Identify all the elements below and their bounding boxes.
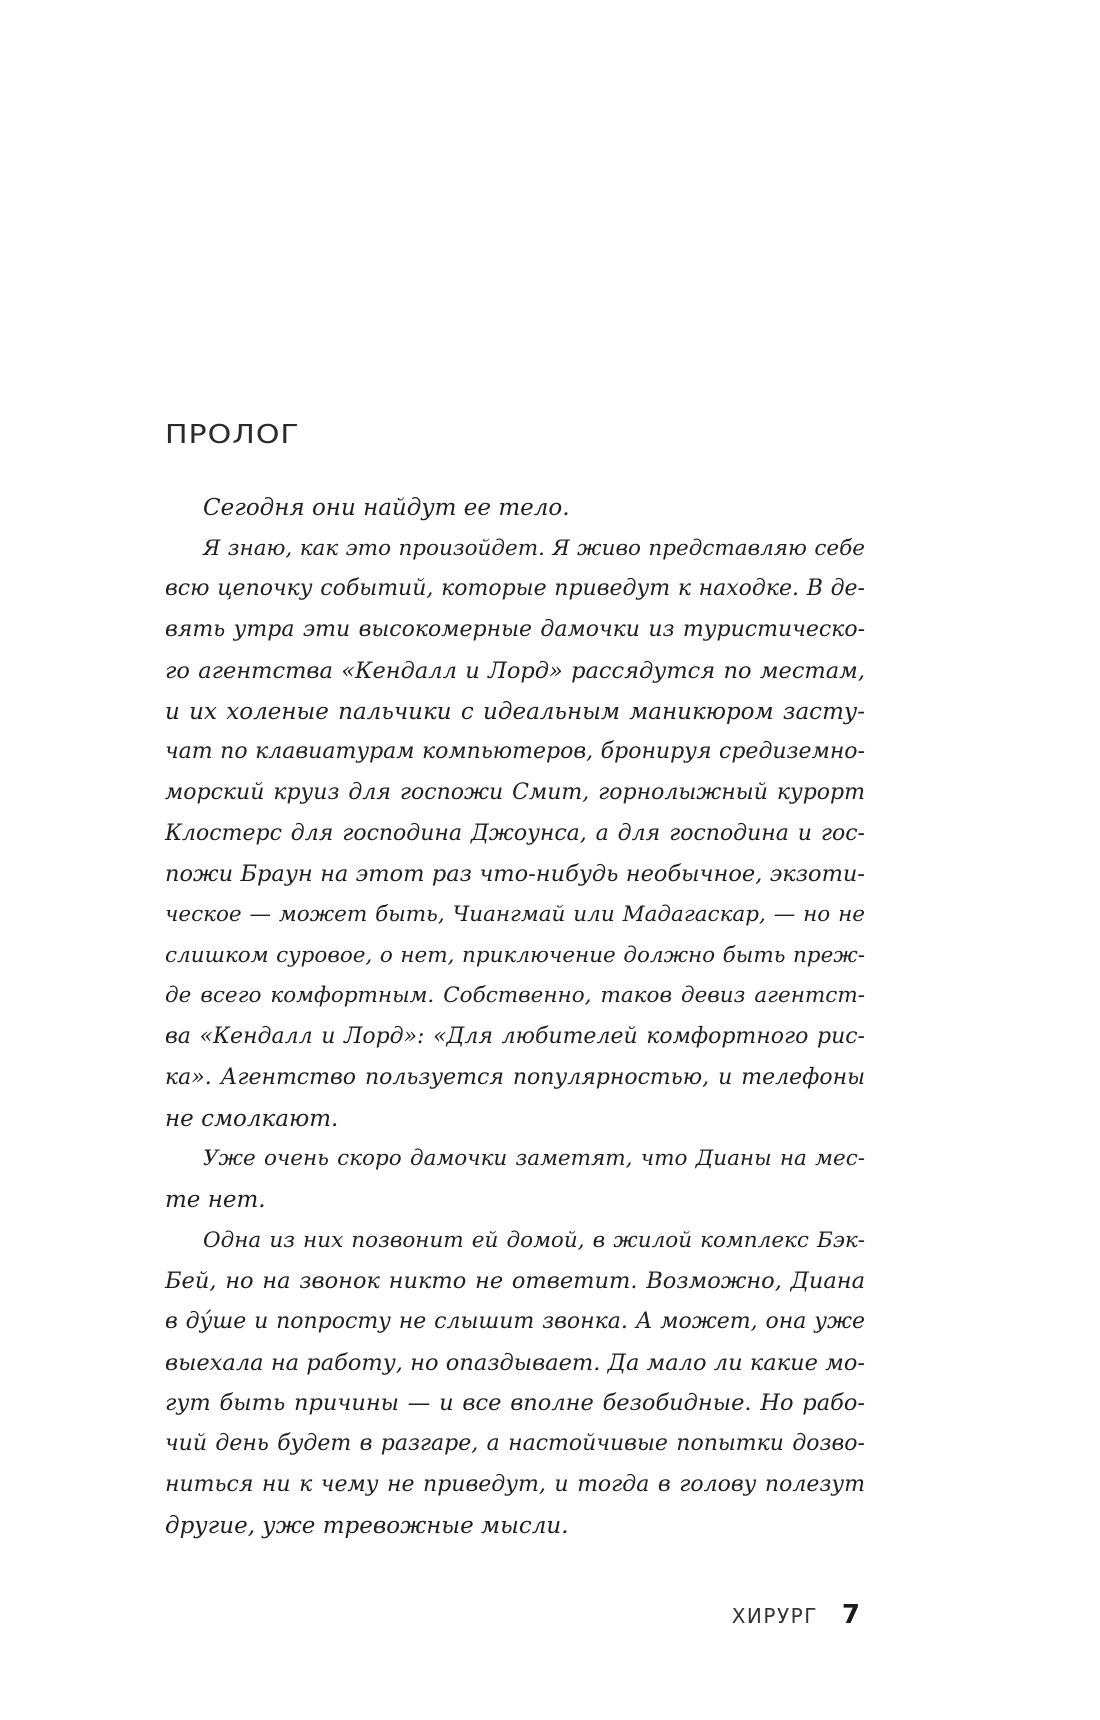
- page-footer: [732, 1600, 860, 1630]
- text-line: гут быть причины — и все вполне безобидные. Но рабо-: [165, 1390, 865, 1417]
- text-line: морский круиз для госпожи Смит, горнолыжный курорт: [165, 779, 865, 805]
- text-line: де всего комфортным. Собственно, таков девиз агентст-: [165, 983, 865, 1009]
- text-line: всю цепочку событий, которые приведут к находке. В де-: [165, 576, 865, 602]
- text-line: ва «Кендалл и Лорд»: «Для любителей комфортного рис-: [165, 1024, 865, 1050]
- text-line: ческое — может быть, Чиангмай или Мадагаскар, — но не: [165, 902, 865, 928]
- text-line: вять утра эти высокомерные дамочки из туристическо-: [165, 617, 865, 643]
- text-line: Клостерс для господина Джоунса, а для господина и гос-: [165, 820, 865, 846]
- text-line: не смолкают.: [165, 1105, 339, 1132]
- text-line: и их холеные пальчики с идеальным маникюром засту-: [165, 698, 865, 725]
- body-text: [165, 488, 865, 1546]
- text-line: Уже очень скоро дамочки заметят, что Дианы на мес-: [203, 1146, 865, 1172]
- text-line: Бей, но на звонок никто не ответит. Возможно, Диана: [165, 1268, 865, 1295]
- text-line: ниться ни к чему не приведут, и тогда в голову полезут: [165, 1471, 865, 1497]
- text-line: в ду́ше и попросту не слышит звонка. А может, она уже: [165, 1309, 865, 1335]
- text-line: Сегодня они найдут ее тело.: [203, 495, 570, 521]
- text-line: чат по клавиатурам компьютеров, бронируя средиземно-: [165, 739, 865, 765]
- text-line: те нет.: [165, 1186, 266, 1213]
- text-line: го агентства «Кендалл и Лорд» рассядутся по местам,: [165, 657, 865, 684]
- page-number: 7: [841, 1600, 860, 1630]
- text-line: выехала на работу, но опаздывает. Да мало ли какие мо-: [165, 1349, 865, 1376]
- text-line: Я знаю, как это произойдет. Я живо представляю себе: [203, 535, 865, 561]
- text-line: чий день будет в разгаре, а настойчивые попытки дозво-: [165, 1431, 865, 1457]
- text-line: ка». Агентство пользуется популярностью, и телефоны: [165, 1064, 865, 1090]
- running-title: ХИРУРГ: [731, 1604, 818, 1628]
- text-line: другие, уже тревожные мысли.: [165, 1512, 569, 1539]
- chapter-heading: ПРОЛОГ: [165, 420, 300, 450]
- text-line: Одна из них позвонит ей домой, в жилой комплекс Бэк-: [203, 1227, 865, 1253]
- text-line: пожи Браун на этот раз что-нибудь необычное, экзоти-: [165, 861, 865, 888]
- text-line: слишком суровое, о нет, приключение должно быть преж-: [165, 942, 865, 968]
